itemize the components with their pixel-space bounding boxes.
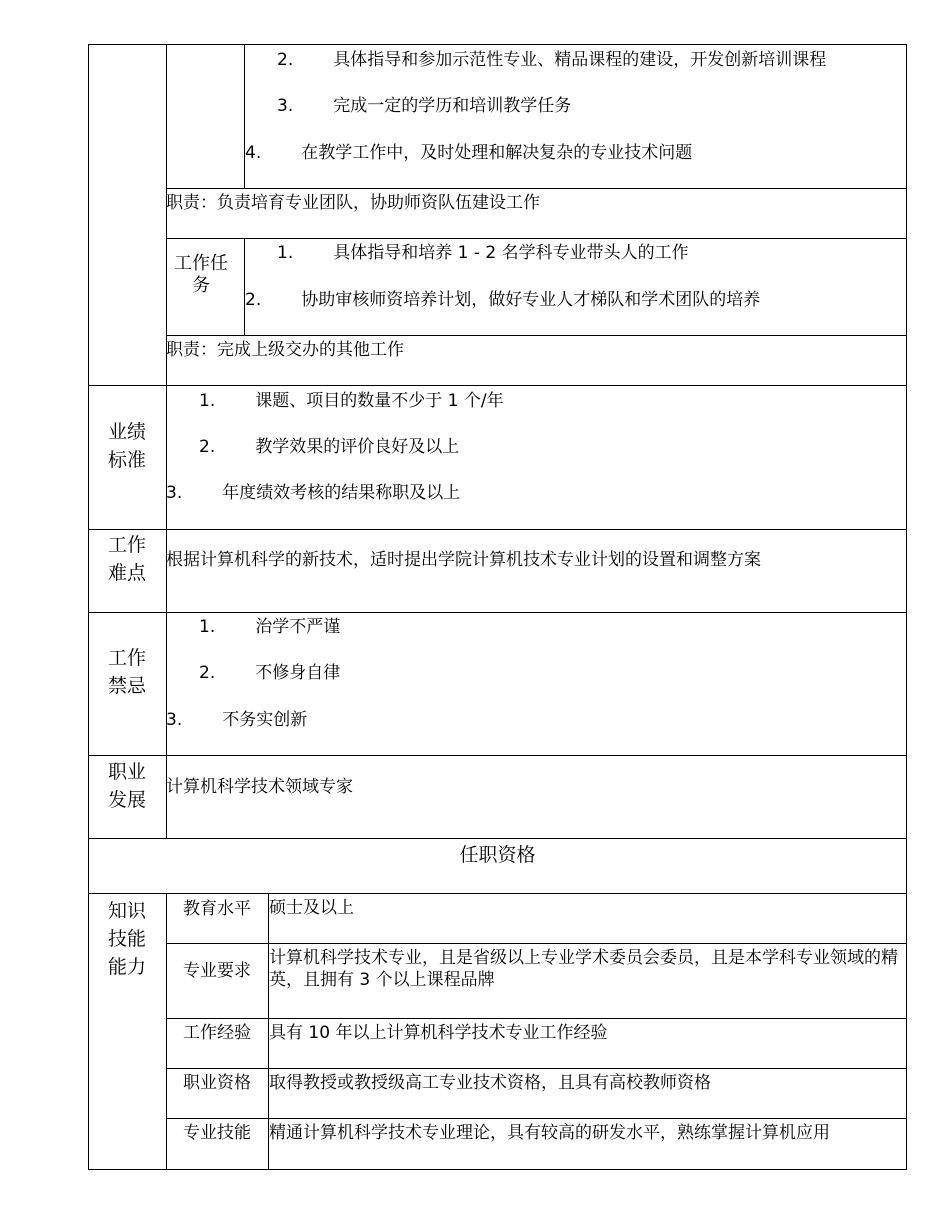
qual-row-value: 精通计算机科学技术专业理论，具有较高的研发水平，熟练掌握计算机应用 (269, 1123, 830, 1143)
qual-row-value: 计算机科学技术专业，且是省级以上专业学术委员会委员，且是本学科专业领域的精英，且拥有 3 个以上课程品牌 (269, 948, 898, 990)
row-line (166, 943, 907, 944)
row-line (166, 1118, 907, 1119)
row-line (166, 238, 907, 239)
qual-row-name: 工作经验 (183, 1023, 251, 1043)
list-item: 3. 不务实创新 (166, 710, 308, 730)
qual-row-value: 硕士及以上 (269, 898, 354, 918)
table-border-bottom (88, 1169, 907, 1170)
qual-row-name: 职业资格 (183, 1073, 251, 1093)
table-border-left (88, 44, 89, 1170)
qual-row-value: 具有 10 年以上计算机科学技术专业工作经验 (269, 1023, 608, 1043)
row-line (88, 612, 907, 613)
career-text: 计算机科学技术领域专家 (166, 777, 353, 797)
row-line (88, 893, 907, 894)
row-line (166, 335, 907, 336)
section-label-performance: 业绩标准 (107, 421, 146, 471)
section-label-skills: 知识技能能力 (107, 900, 146, 978)
table-border-right (906, 44, 907, 1170)
row-line (166, 1068, 907, 1069)
difficulty-text: 根据计算机科学的新技术，适时提出学院计算机技术专业计划的设置和调整方案 (166, 550, 761, 570)
list-item: 2. 具体指导和参加示范性专业、精品课程的建设，开发创新培训课程 (277, 50, 827, 70)
list-item: 2. 不修身自律 (199, 663, 341, 683)
duty-text: 职责：完成上级交办的其他工作 (166, 340, 404, 360)
list-item: 3. 年度绩效考核的结果称职及以上 (166, 483, 461, 503)
row-line (88, 529, 907, 530)
section-label-career: 职业发展 (107, 761, 146, 811)
list-item: 1. 治学不严谨 (199, 617, 341, 637)
col-divider-sub-2 (244, 238, 245, 335)
list-item: 1. 课题、项目的数量不少于 1 个/年 (199, 391, 504, 411)
section-label-taboo: 工作禁忌 (107, 647, 146, 697)
qual-row-name: 专业要求 (183, 961, 251, 981)
qual-row-name: 专业技能 (183, 1123, 251, 1143)
qual-row-value: 取得教授或教授级高工专业技术资格，且具有高校教师资格 (269, 1073, 711, 1093)
row-line (166, 188, 907, 189)
list-item: 2. 协助审核师资培养计划，做好专业人才梯队和学术团队的培养 (245, 290, 761, 310)
qual-row-name: 教育水平 (183, 899, 251, 919)
section-heading-qualification: 任职资格 (459, 844, 536, 866)
task-label: 工作任务 (174, 253, 228, 296)
row-line (88, 385, 907, 386)
row-line (88, 755, 907, 756)
list-item: 1. 具体指导和培养 1 - 2 名学科专业带头人的工作 (277, 243, 689, 263)
row-line (88, 838, 907, 839)
list-item: 4. 在教学工作中，及时处理和解决复杂的专业技术问题 (245, 143, 693, 163)
list-item: 3. 完成一定的学历和培训教学任务 (277, 96, 572, 116)
duty-text: 职责：负责培育专业团队，协助师资队伍建设工作 (166, 193, 540, 213)
col-divider-sub-1 (244, 44, 245, 188)
section-label-difficulty: 工作难点 (107, 534, 146, 584)
table-border-top (88, 44, 907, 45)
list-item: 2. 教学效果的评价良好及以上 (199, 437, 460, 457)
row-line (166, 1018, 907, 1019)
